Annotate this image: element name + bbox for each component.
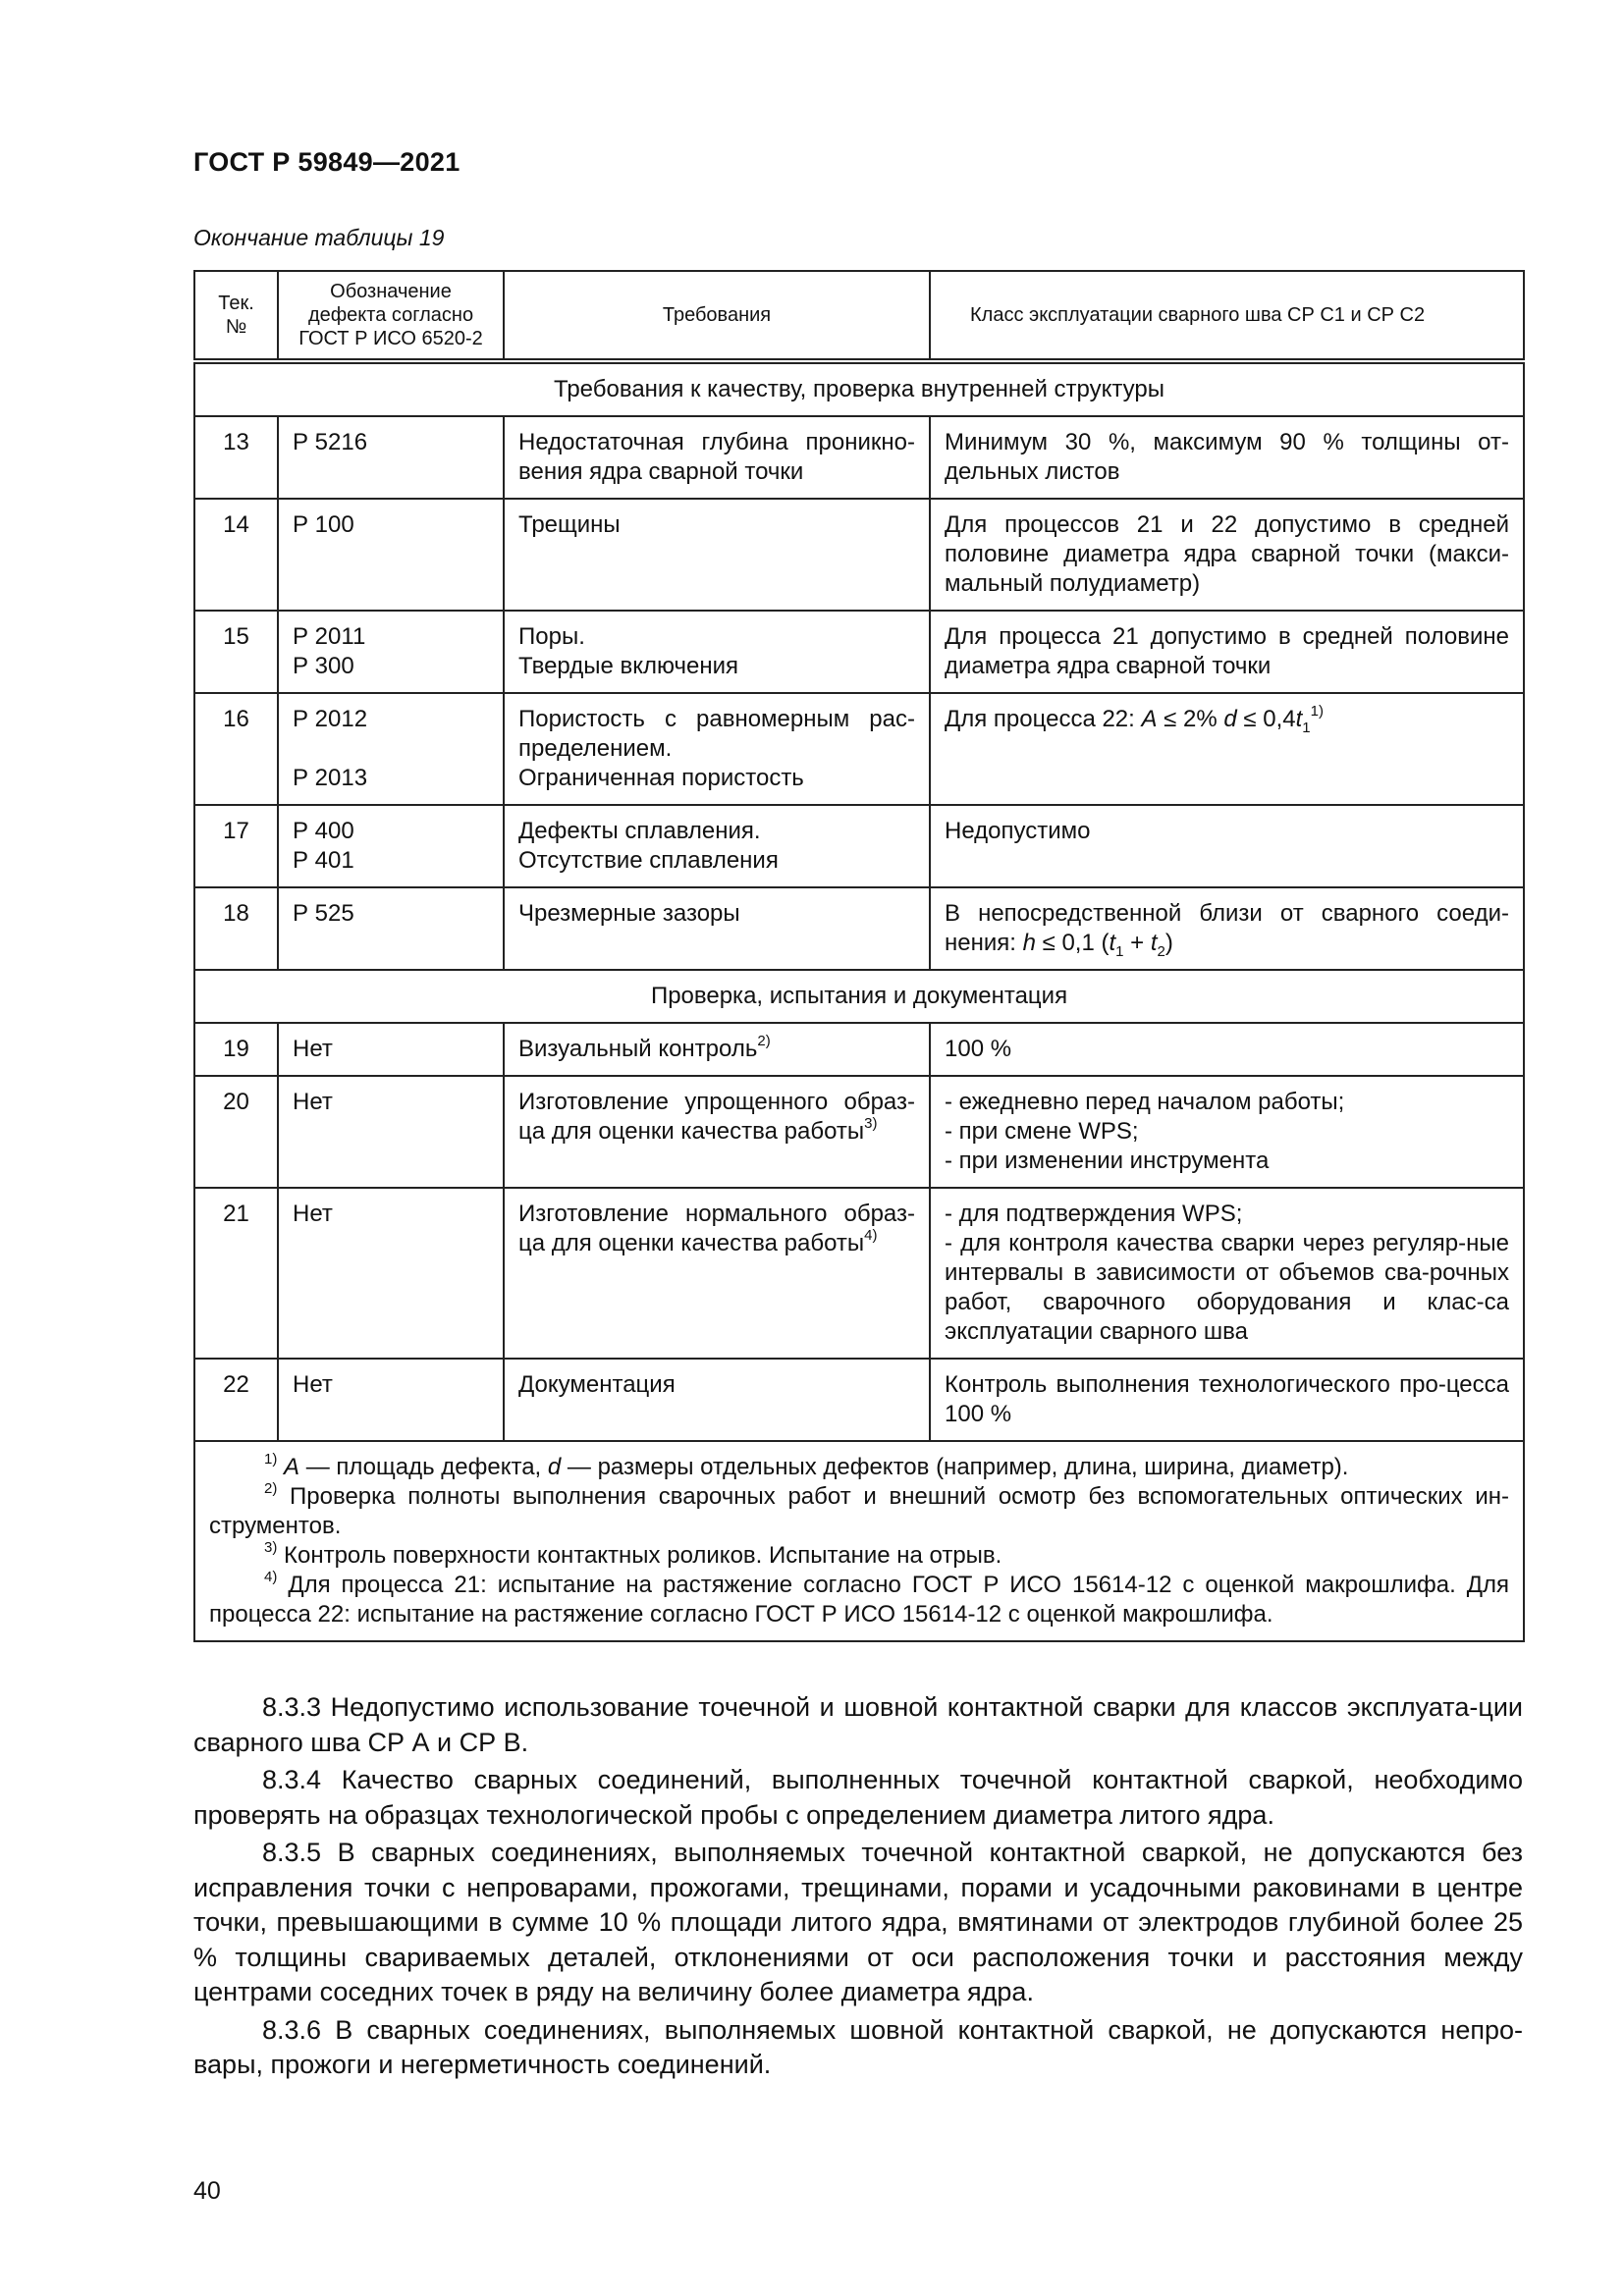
cell-num: 14 (194, 499, 278, 611)
page-number: 40 (193, 2177, 221, 2205)
paragraph-8-3-4: 8.3.4 Качество сварных соединений, выполненных точечной контактной сваркой, необходимо проверять на образцах технологической пробы с определением диаметра литого ядра. (193, 1765, 1523, 1830)
body-text (193, 1690, 1523, 2086)
cell-code: Р 5216 (278, 416, 504, 499)
table-row (194, 887, 1524, 970)
table-row (194, 416, 1524, 499)
cell-num: 15 (194, 611, 278, 693)
section-row (194, 970, 1524, 1023)
paragraph-8-3-3: 8.3.3 Недопустимо использование точечной и шовной контактной сварки для классов эксплуата-ции сварного шва СР А и СР В. (193, 1692, 1523, 1757)
table-row (194, 611, 1524, 693)
table-caption: Окончание таблицы 19 (193, 225, 445, 250)
table-row (194, 1076, 1524, 1188)
cell-requirement: Визуальный контроль$^{2)}$ (504, 1023, 930, 1076)
cell-num: 22 (194, 1359, 278, 1441)
header-num: Тек. № (194, 271, 278, 361)
table-row (194, 805, 1524, 887)
section-title-internal-structure: Требования к качеству, проверка внутренней структуры (194, 361, 1524, 416)
cell-num: 18 (194, 887, 278, 970)
cell-code: Нет (278, 1188, 504, 1359)
header-requirements: Требования (504, 271, 930, 361)
cell-class: В непосредственной близи от сварного соеди-нения: h ≤ 0,1 $(t_1 + t_2)$ (930, 887, 1524, 970)
cell-requirement: Дефекты сплавления. Отсутствие сплавления (504, 805, 930, 887)
cell-code: Р 525 (278, 887, 504, 970)
cell-class: - для подтверждения WPS; - для контроля качества сварки через регуляр-ные интервалы в зависимости от объемов сва-рочных работ, сварочного оборудования и клас-са эксплуатации сварного шва (930, 1188, 1524, 1359)
cell-num: 13 (194, 416, 278, 499)
footnote-2: $^{2)}$ Проверка полноты выполнения сварочных работ и внешний осмотр без вспомогательных оптических ин-струментов. (209, 1480, 1509, 1539)
footnote-ref: 4) (864, 1227, 878, 1244)
footnote-3: $^{3)}$ Контроль поверхности контактных роликов. Испытание на отрыв. (264, 1539, 1002, 1569)
cell-code: Р 2012 Р 2013 (278, 693, 504, 805)
footnotes (194, 1441, 1524, 1641)
cell-code: Нет (278, 1023, 504, 1076)
cell-class: - ежедневно перед началом работы; - при смене WPS; - при изменении инструмента (930, 1076, 1524, 1188)
table-header-row (194, 271, 1524, 361)
cell-class: Для процесса 22: A ≤ 2% $d \le 0,4t_1^{1)}$ (930, 693, 1524, 805)
table-row (194, 499, 1524, 611)
document-code-header: ГОСТ Р 59849—2021 (193, 147, 460, 177)
cell-code: Р 400 Р 401 (278, 805, 504, 887)
cell-class: Недопустимо (930, 805, 1524, 887)
footnotes-row (194, 1441, 1524, 1641)
cell-code: Нет (278, 1076, 504, 1188)
table-row (194, 1359, 1524, 1441)
cell-class: Минимум 30 %, максимум 90 % толщины от-дельных листов (930, 416, 1524, 499)
cell-class: 100 % (930, 1023, 1524, 1076)
footnote-ref: 3) (864, 1115, 878, 1132)
cell-num: 17 (194, 805, 278, 887)
cell-code: Нет (278, 1359, 504, 1441)
cell-requirement: Изготовление нормального образ-ца для оценки качества работы$^{4)}$ (504, 1188, 930, 1359)
cell-code: Р 2011 Р 300 (278, 611, 504, 693)
cell-class: Для процессов 21 и 22 допустимо в средней половине диаметра ядра сварной точки (макси-мальный полудиаметр) (930, 499, 1524, 611)
footnote-ref: 2) (757, 1033, 771, 1049)
cell-requirement: Трещины (504, 499, 930, 611)
cell-num: 21 (194, 1188, 278, 1359)
cell-requirement: Поры. Твердые включения (504, 611, 930, 693)
cell-requirement: Недостаточная глубина проникно-вения ядра сварной точки (504, 416, 930, 499)
cell-class: Контроль выполнения технологического про-цесса 100 % (930, 1359, 1524, 1441)
cell-requirement: Изготовление упрощенного образ-ца для оценки качества работы$^{3)}$ (504, 1076, 930, 1188)
cell-requirement: Документация (504, 1359, 930, 1441)
footnote-1: $^{1)}$ A — площадь дефекта, d — размеры отдельных дефектов (например, длина, ширина, диаметр). (264, 1451, 1349, 1480)
paragraph-8-3-6: 8.3.6 В сварных соединениях, выполняемых шовной контактной сваркой, не допускаются непро-вары, прожоги и негерметичность соединений. (193, 2014, 1523, 2079)
paragraph-8-3-5: 8.3.5 В сварных соединениях, выполняемых точечной контактной сваркой, не допускаются без исправления точки с непроварами, прожогами, трещинами, порами и усадочными раковинами в центре точки, превышающими в сумме 10 % площади литого ядра, вмятинами от электродов глубиной более 25 % толщины свариваемых деталей, отклонениями от оси расположения точки и расстояния между центрами соседних точек в ряду на величину более диаметра ядра. (193, 1838, 1523, 2006)
section-row (194, 361, 1524, 416)
defects-table (193, 270, 1525, 1642)
table-row (194, 1023, 1524, 1076)
table-row (194, 1188, 1524, 1359)
table-row (194, 693, 1524, 805)
cell-num: 20 (194, 1076, 278, 1188)
header-class: Класс эксплуатации сварного шва СР С1 и СР С2 (930, 271, 1524, 361)
cell-code: Р 100 (278, 499, 504, 611)
footnote-4: $^{4)}$ Для процесса 21: испытание на растяжение согласно ГОСТ Р ИСО 15614-12 с оценкой макрошлифа. Для процесса 22: испытание на растяжение согласно ГОСТ Р ИСО 15614-12 с оценкой макрошлифа. (209, 1569, 1509, 1628)
cell-class: Для процесса 21 допустимо в средней половине диаметра ядра сварной точки (930, 611, 1524, 693)
section-title-testing-documentation: Проверка, испытания и документация (194, 970, 1524, 1023)
cell-requirement: Чрезмерные зазоры (504, 887, 930, 970)
cell-num: 16 (194, 693, 278, 805)
cell-requirement: Пористость с равномерным рас-пределением. Ограниченная пористость (504, 693, 930, 805)
cell-num: 19 (194, 1023, 278, 1076)
header-designation: Обозначение дефекта согласно ГОСТ Р ИСО 6520-2 (278, 271, 504, 361)
